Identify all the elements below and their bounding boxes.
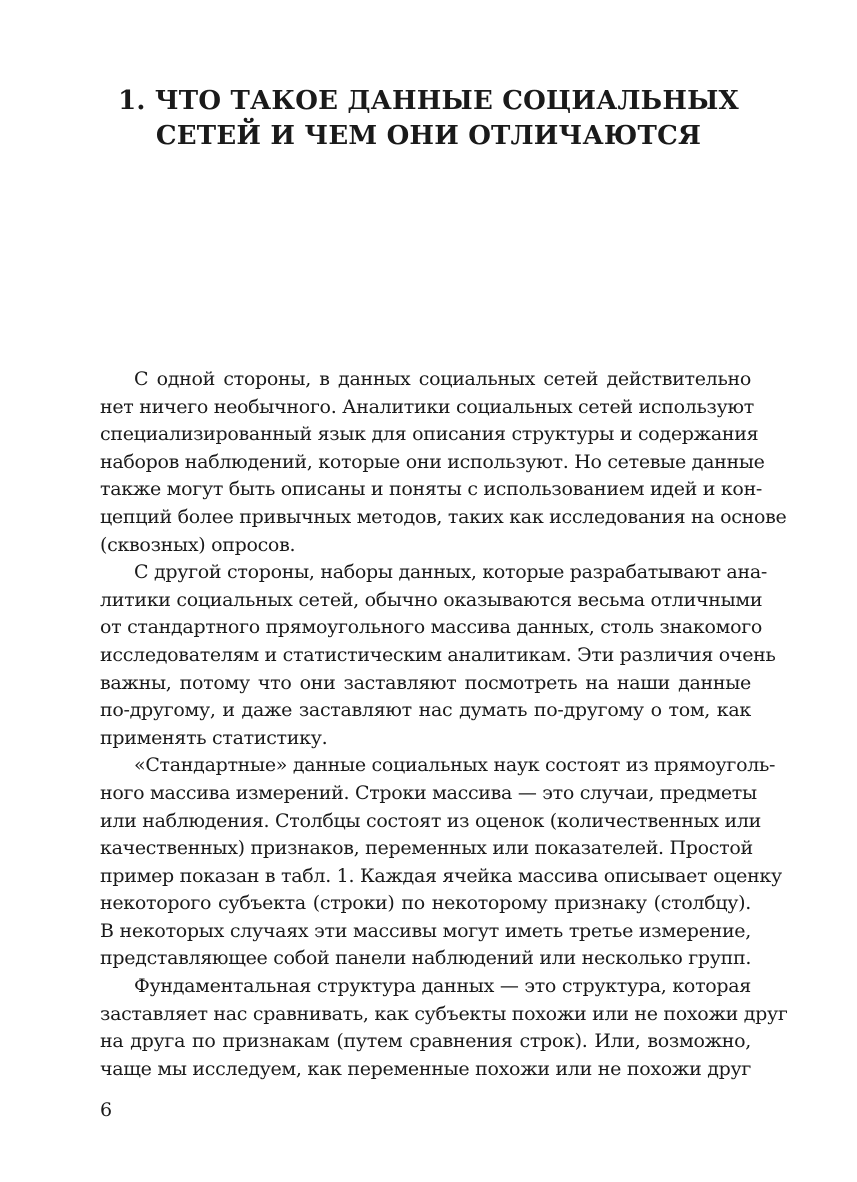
text-line: цепций более привычных методов, таких как исследования на основе xyxy=(100,505,787,528)
text-line: ного массива измерений. Строки массива — это случаи, предметы xyxy=(100,781,757,804)
text-line: нет ничего необычного. Аналитики социальных сетей используют xyxy=(100,395,754,418)
text-line: исследователям и статистическим аналитикам. Эти различия очень xyxy=(100,643,776,666)
paragraph-4 xyxy=(100,973,788,1083)
text-line: «Стандартные» данные социальных наук состоят из прямоуголь- xyxy=(134,754,776,777)
text-line: на друга по признакам (путем сравнения строк). Или, возможно, xyxy=(100,1030,751,1053)
text-line: С одной стороны, в данных социальных сетей действительно xyxy=(134,368,751,390)
chapter-title-line-2: СЕТЕЙ И ЧЕМ ОНИ ОТЛИЧАЮТСЯ xyxy=(155,121,702,151)
text-line: пример показан в табл. 1. Каждая ячейка массива описывает оценку xyxy=(100,864,782,887)
text-line: представляющее собой панели наблюдений или несколько групп. xyxy=(100,947,752,970)
text-line: чаще мы исследуем, как переменные похожи или не похожи друг xyxy=(100,1057,751,1080)
text-line: также могут быть описаны и поняты с использованием идей и кон- xyxy=(100,478,763,501)
text-line: некоторого субъекта (строки) по некоторому признаку (столбцу). xyxy=(100,892,751,915)
text-line: наборов наблюдений, которые они используют. Но сетевые данные xyxy=(100,450,765,473)
paragraph-1 xyxy=(100,366,787,559)
text-line: качественных) признаков, переменных или показателей. Простой xyxy=(100,837,753,860)
paragraph-3 xyxy=(100,752,782,973)
text-line: от стандартного прямоугольного массива данных, столь знакомого xyxy=(100,616,763,639)
text-line: В некоторых случаях эти массивы могут иметь третье измерение, xyxy=(100,919,751,942)
text-line: С другой стороны, наборы данных, которые разрабатывают ана- xyxy=(134,561,767,584)
text-line: применять статистику. xyxy=(100,726,328,749)
text-line: (сквозных) опросов. xyxy=(100,533,296,556)
text-line: важны, потому что они заставляют посмотреть на наши данные xyxy=(100,671,751,694)
text-line: Фундаментальная структура данных — это структура, которая xyxy=(134,975,751,998)
text-line: литики социальных сетей, обычно оказываются весьма отличными xyxy=(100,588,763,611)
page-number: 6 xyxy=(100,1099,113,1121)
text-line: специализированный язык для описания структуры и содержания xyxy=(100,423,759,446)
paragraph-2 xyxy=(100,559,776,752)
text-line: заставляет нас сравнивать, как субъекты похожи или не похожи друг xyxy=(100,1002,788,1025)
text-line: или наблюдения. Столбцы состоят из оценок (количественных или xyxy=(100,809,762,832)
body-text xyxy=(100,366,788,1083)
chapter-title-line-1: 1. ЧТО ТАКОЕ ДАННЫЕ СОЦИАЛЬНЫХ xyxy=(118,86,739,116)
chapter-title xyxy=(100,84,757,154)
text-line: по-другому, и даже заставляют нас думать по-другому о том, как xyxy=(100,699,751,722)
